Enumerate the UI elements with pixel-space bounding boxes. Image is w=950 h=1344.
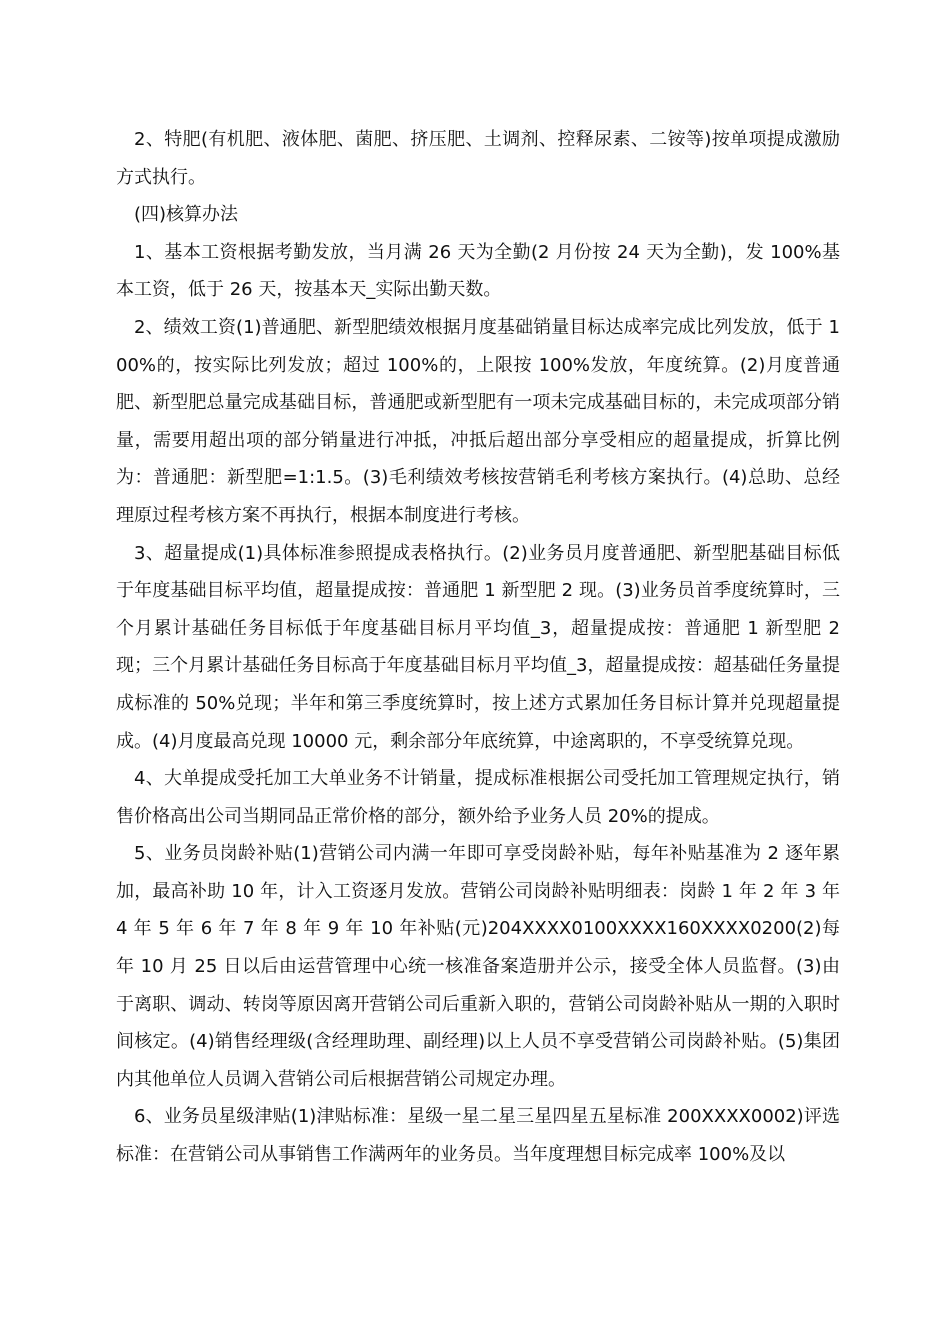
paragraph-base-salary: 1、基本工资根据考勤发放，当月满 26 天为全勤(2 月份按 24 天为全勤)，发 100%基本工资，低于 26 天，按基本天_实际出勤天数。 [116,241,840,301]
section-heading-accounting-method: (四)核算办法 [134,204,239,226]
paragraph-special-fertilizer: 2、特肥(有机肥、液体肥、菌肥、挤压肥、土调剂、控释尿素、二铵等)按单项提成激励方式执行。 [116,129,840,188]
paragraph-star-allowance: 6、业务员星级津贴(1)津贴标准：星级一星二星三星四星五星标准 200XXXX0002)评选标准：在营销公司从事销售工作满两年的业务员。当年度理想目标完成率 100%及以 [116,1106,840,1166]
paragraph-excess-commission: 3、超量提成(1)具体标准参照提成表格执行。(2)业务员月度普通肥、新型肥基础目标低于年度基础目标平均值，超量提成按：普通肥 1 新型肥 2 现。(3)业务员首季度统算时，三个月累计基础任务目标低于年度基础目标月平均值_3，超量提成按：普通肥 1 新型肥 2 现；三个月累计基础任务目标高于年度基础目标月平均值_3，超量提成按：超基础任务量提成标准的 50%兑现；半年和第三季度统算时，按上述方式累加任务目标计算并兑现超量提成。(4)月度最高兑现 10000 元，剩余部分年底统算，中途离职的，不享受统算兑现。 [116,542,840,752]
document-page [116,121,840,1174]
paragraph-seniority-allowance: 5、业务员岗龄补贴(1)营销公司内满一年即可享受岗龄补贴，每年补贴基准为 2 逐年累加，最高补助 10 年，计入工资逐月发放。营销公司岗龄补贴明细表：岗龄 1 年 2 年 3 年 4 年 5 年 6 年 7 年 8 年 9 年 10 年补贴(元)204XXXX0100XXXX160XXXX0200(2)每年 10 月 25 日以后由运营管理中心统一核准备案造册并公示，接受全体人员监督。(3)由于离职、调动、转岗等原因离开营销公司后重新入职的，营销公司岗龄补贴从一期的入职时间核定。(4)销售经理级(含经理助理、副经理)以上人员不享受营销公司岗龄补贴。(5)集团内其他单位人员调入营销公司后根据营销公司规定办理。 [116,843,840,1090]
paragraph-large-order-commission: 4、大单提成受托加工大单业务不计销量，提成标准根据公司受托加工管理规定执行，销售价格高出公司当期同品正常价格的部分，额外给予业务人员 20%的提成。 [116,768,840,827]
paragraph-performance-salary: 2、绩效工资(1)普通肥、新型肥绩效根据月度基础销量目标达成率完成比列发放，低于 100%的，按实际比列发放；超过 100%的，上限按 100%发放，年度统算。(2)月度普通肥、新型肥总量完成基础目标，普通肥或新型肥有一项未完成基础目标的，未完成项部分销量，需要用超出项的部分销量进行冲抵，冲抵后超出部分享受相应的超量提成，折算比例为：普通肥：新型肥=1:1.5。(3)毛利绩效考核按营销毛利考核方案执行。(4)总助、总经理原过程考核方案不再执行，根据本制度进行考核。 [116,316,840,526]
